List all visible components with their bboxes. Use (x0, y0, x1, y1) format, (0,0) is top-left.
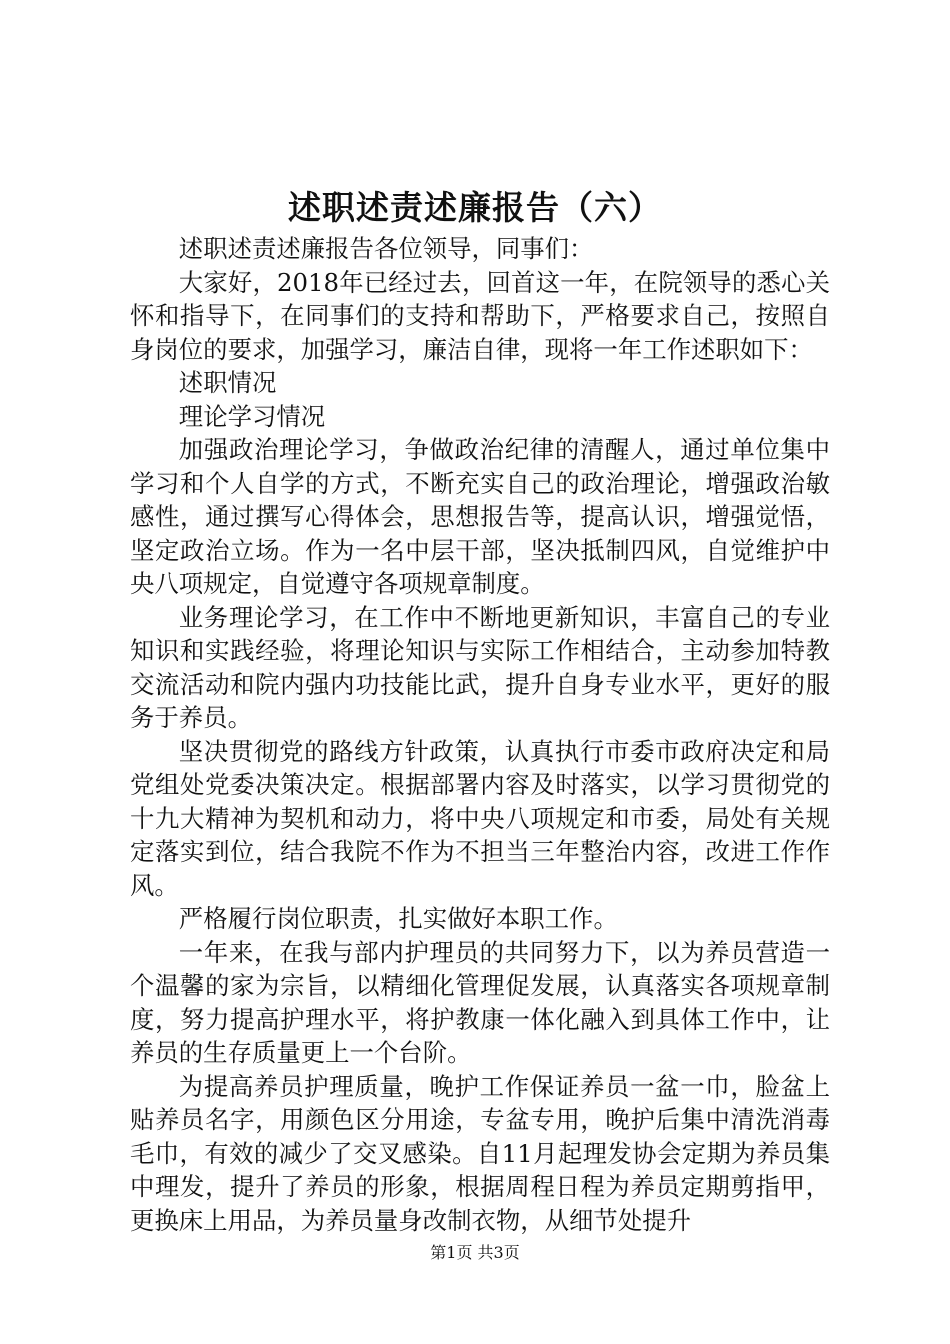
document-body (130, 232, 830, 1237)
paragraph-salutation: 述职述责述廉报告各位领导，同事们： (178, 234, 594, 263)
paragraph-political-study: 加强政治理论学习，争做政治纪律的清醒人，通过单位集中学习和个人自学的方式，不断充实自己的政治理论，增强政治敏感性，通过撰写心得体会，思想报告等，提高认识，增强觉悟，坚定政治立场。作为一名中层干部，坚决抵制四风，自觉维护中央八项规定，自觉遵守各项规章制度。 (130, 435, 830, 598)
paragraph-year-review: 一年来，在我与部内护理员的共同努力下，以为养员营造一个温馨的家为宗旨，以精细化管理促发展，认真落实各项规章制度，努力提高护理水平，将护教康一体化融入到具体工作中，让养员的生存质量更上一个台阶。 (130, 937, 830, 1067)
paragraph-party-policy: 坚决贯彻党的路线方针政策，认真执行市委市政府决定和局党组处党委决策决定。根据部署内容及时落实，以学习贯彻党的十九大精神为契机和动力，将中央八项规定和市委，局处有关规定落实到位，结合我院不作为不担当三年整治内容，改进工作作风。 (130, 736, 830, 900)
section-heading-theory: 理论学习情况 (178, 401, 326, 431)
section-heading-duty: 述职情况 (178, 368, 277, 397)
document-title: 述职述责述廉报告（六） (288, 188, 662, 227)
paragraph-care-quality: 为提高养员护理质量，晚护工作保证养员一盆一巾，脸盆上贴养员名字，用颜色区分用途，专盆专用，晚护后集中清洗消毒毛巾，有效的减少了交叉感染。自11月起理发协会定期为养员集中理发，提升了养员的形象，根据周程日程为养员定期剪指甲，更换床上用品，为养员量身改制衣物，从细节处提升 (130, 1071, 830, 1235)
page-footer: 第1页 共3页 (430, 1243, 520, 1262)
paragraph-business-study: 业务理论学习，在工作中不断地更新知识，丰富自己的专业知识和实践经验，将理论知识与实际工作相结合，主动参加特教交流活动和院内强内功技能比武，提升自身专业水平，更好的服务于养员。 (130, 602, 830, 732)
section-heading-responsibility: 严格履行岗位职责，扎实做好本职工作。 (178, 904, 618, 933)
paragraph-intro: 大家好，2018年已经过去，回首这一年，在院领导的悉心关怀和指导下，在同事们的支持和帮助下，严格要求自己，按照自身岗位的要求，加强学习，廉洁自律，现将一年工作述职如下： (130, 267, 830, 364)
